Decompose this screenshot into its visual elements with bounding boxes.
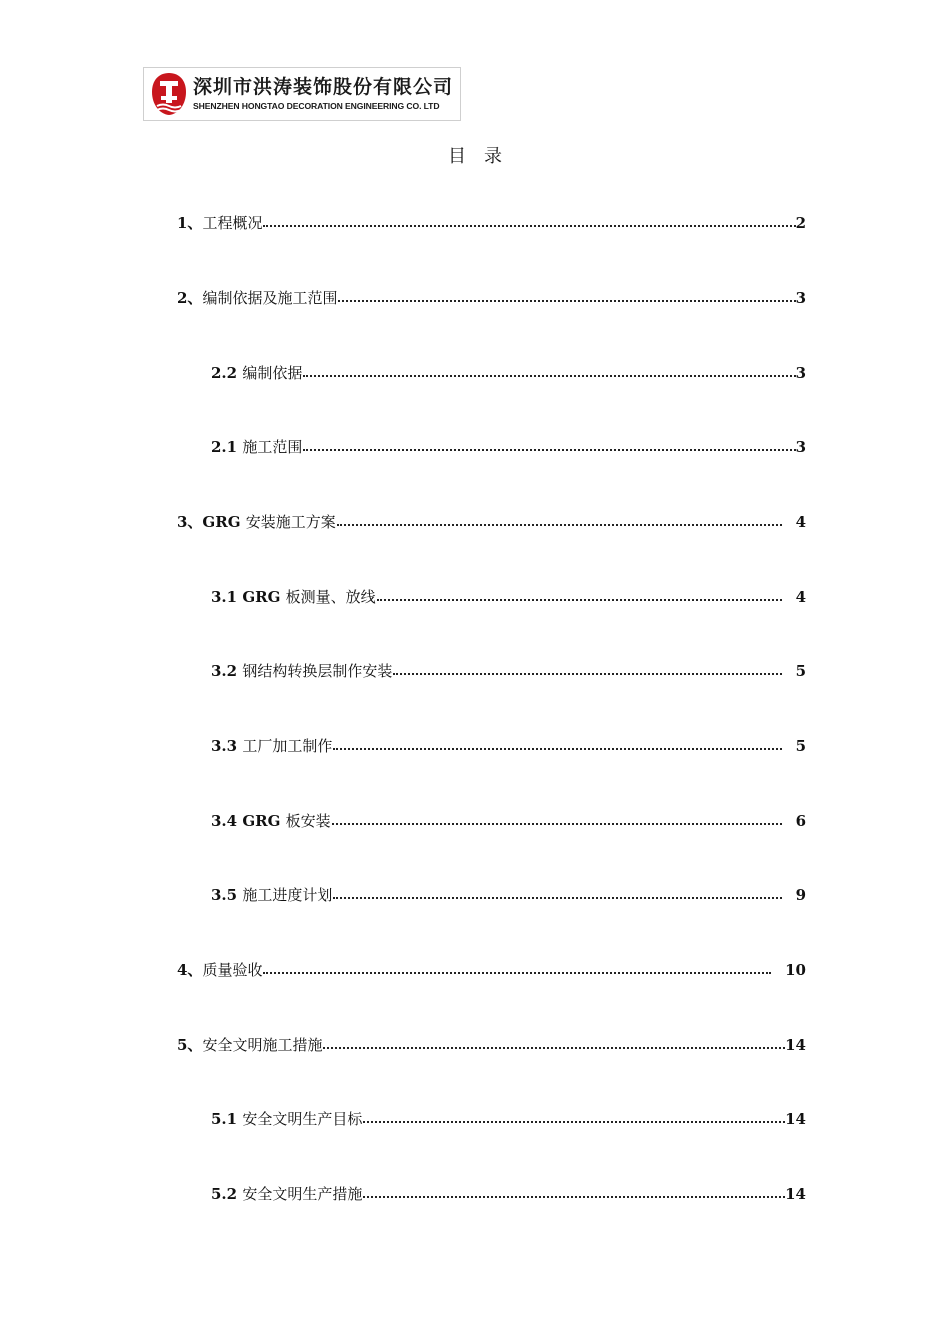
toc-entry-page: 14 (785, 1110, 806, 1128)
company-name-cn: 深圳市洪涛装饰股份有限公司 (193, 76, 454, 98)
toc-leader-dots (377, 599, 782, 601)
toc-entry-page: 14 (785, 1036, 806, 1054)
toc-entry-page: 10 (785, 961, 806, 979)
toc-leader-dots (393, 673, 781, 675)
toc-entry-page: 3 (795, 364, 806, 382)
toc-entry-label (211, 884, 332, 906)
toc-leader-dots (333, 897, 781, 899)
toc-entry-number: 5、 (177, 1036, 203, 1054)
toc-leader-dots (363, 1121, 785, 1123)
toc-leader-dots (263, 225, 795, 227)
toc-entry-label (211, 1108, 362, 1130)
toc-entry-label (177, 511, 336, 533)
toc-entry-number: 3.5 (211, 886, 243, 904)
toc-entry-label (177, 212, 262, 234)
toc-entry-number: 5.1 (211, 1110, 243, 1128)
toc-entry-page: 14 (785, 1185, 806, 1203)
toc-entry[interactable] (211, 1183, 806, 1205)
toc-entry-label (177, 1034, 322, 1056)
toc-entry-page: 5 (795, 662, 806, 680)
toc-entry[interactable] (211, 810, 806, 832)
toc-entry-number: 3.3 (211, 737, 243, 755)
toc-entry-page: 6 (795, 812, 806, 830)
company-name-en: SHENZHEN HONGTAO DECORATION ENGINEERING CO. LTD (193, 101, 440, 111)
toc-leader-dots (303, 449, 795, 451)
toc-entry-text: 安全文明生产措施 (242, 1185, 363, 1203)
toc-leader-dots (332, 823, 782, 825)
toc-entry-number: 5.2 (211, 1185, 243, 1203)
toc-entry-page: 5 (795, 737, 806, 755)
toc-entry-text: 施工范围 (242, 438, 303, 456)
toc-entry-number: 3.2 (211, 662, 243, 680)
toc-entry[interactable] (211, 436, 806, 458)
toc-entry-text: 安全文明生产目标 (242, 1110, 363, 1128)
toc-entry[interactable] (211, 735, 806, 757)
toc-entry-label (211, 735, 332, 757)
toc-entry[interactable] (211, 362, 806, 384)
toc-entry-text: 施工进度计划 (242, 886, 333, 904)
toc-leader-dots (303, 375, 795, 377)
toc-entry-text: 板测量、放线 (285, 588, 376, 606)
toc-entry[interactable] (177, 287, 806, 309)
toc-entry-number: 3、GRG (177, 513, 246, 531)
toc-entry-text: 安装施工方案 (245, 513, 336, 531)
toc-leader-dots (333, 748, 781, 750)
toc-entry[interactable] (177, 511, 806, 533)
toc-leader-dots (263, 972, 771, 974)
toc-leader-dots (338, 300, 795, 302)
toc-entry-label (177, 959, 262, 981)
toc-entry-page: 4 (795, 513, 806, 531)
toc-entry-text: 质量验收 (202, 961, 263, 979)
toc-entry-text: 板安装 (285, 812, 331, 830)
toc-entry[interactable] (177, 1034, 806, 1056)
toc-leader-dots (323, 1047, 785, 1049)
toc-entry-number: 2.1 (211, 438, 243, 456)
toc-entry-text: 安全文明施工措施 (202, 1036, 323, 1054)
toc-entry-text: 工厂加工制作 (242, 737, 333, 755)
toc-entry-text: 钢结构转换层制作安装 (242, 662, 393, 680)
toc-entry-number: 2、 (177, 289, 203, 307)
toc-entry-label (211, 362, 302, 384)
toc-entry[interactable] (211, 660, 806, 682)
toc-entry[interactable] (177, 212, 806, 234)
toc-entry[interactable] (211, 586, 806, 608)
toc-entry-page: 3 (795, 289, 806, 307)
toc-entry-number: 4、 (177, 961, 203, 979)
toc-entry-number: 3.1 GRG (211, 588, 286, 606)
toc-entry-number: 1、 (177, 214, 203, 232)
toc-entry-label (177, 287, 337, 309)
toc-entry-label (211, 436, 302, 458)
toc-entry-text: 编制依据及施工范围 (202, 289, 338, 307)
toc-entry-label (211, 1183, 362, 1205)
toc-entry-label (211, 660, 392, 682)
toc-entry[interactable] (177, 959, 806, 981)
toc-entry-page: 3 (795, 438, 806, 456)
toc-entry-page: 2 (795, 214, 806, 232)
toc-entry-label (211, 810, 331, 832)
toc-entry-page: 4 (795, 588, 806, 606)
toc-entry-number: 3.4 GRG (211, 812, 286, 830)
toc-leader-dots (363, 1196, 785, 1198)
company-logo-icon (149, 70, 189, 118)
toc-entry-text: 编制依据 (242, 364, 303, 382)
page-title: 目录 (448, 146, 520, 167)
toc-entry-page: 9 (795, 886, 806, 904)
toc-entry-text: 工程概况 (202, 214, 263, 232)
toc-entry-number: 2.2 (211, 364, 243, 382)
toc-entry[interactable] (211, 884, 806, 906)
toc-leader-dots (337, 524, 782, 526)
toc-entry-label (211, 586, 376, 608)
toc-entry[interactable] (211, 1108, 806, 1130)
company-header (143, 67, 461, 121)
